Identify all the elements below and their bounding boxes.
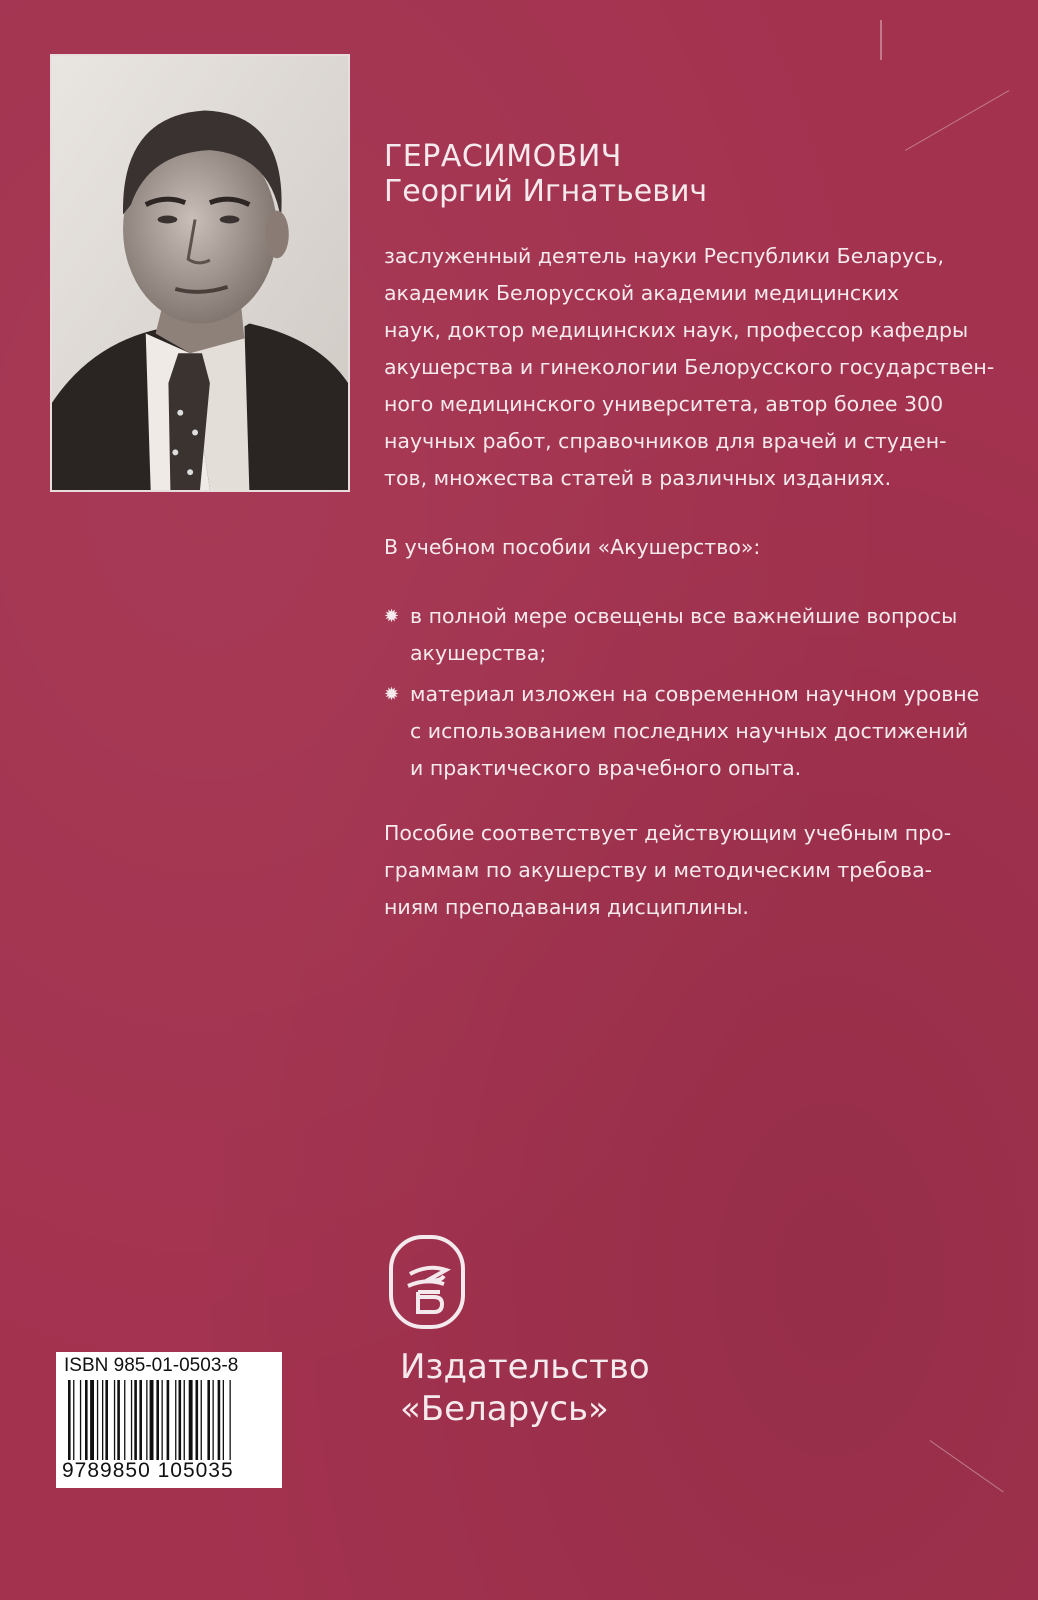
barcode-bar — [139, 1380, 142, 1460]
author-description — [384, 238, 1014, 497]
bullet-line: в полной мере освещены все важнейшие вопросы — [410, 604, 958, 628]
book-intro: В учебном пособии «Акушерство»: — [384, 535, 761, 559]
barcode-bar — [97, 1380, 98, 1460]
description-line: академик Белорусской академии медицинских — [384, 281, 900, 305]
author-photo — [50, 54, 350, 492]
barcode-bar — [167, 1380, 170, 1460]
barcode-bar — [218, 1380, 221, 1460]
description-line: акушерства и гинекологии Белорусского государствен- — [384, 355, 995, 379]
barcode-bar — [230, 1380, 231, 1460]
bullet-line: с использованием последних научных достижений — [410, 719, 969, 743]
barcode-bar — [105, 1380, 108, 1460]
asterisk-bullet-icon: ✹ — [384, 606, 400, 627]
note-line: граммам по акушерству и методическим требова- — [384, 858, 933, 882]
curriculum-note — [384, 815, 1014, 926]
isbn-number: ISBN 985-01-0503-8 — [64, 1355, 239, 1376]
bullet-line: акушерства; — [410, 641, 547, 665]
bullet-line: и практического врачебного опыта. — [410, 756, 802, 780]
asterisk-bullet-icon: ✹ — [384, 684, 400, 705]
barcode-bar — [223, 1380, 224, 1460]
barcode-bars — [68, 1380, 272, 1460]
list-item — [384, 598, 1024, 672]
barcode-bar — [90, 1380, 94, 1460]
barcode-bar — [213, 1380, 214, 1460]
barcode-bar — [150, 1380, 154, 1460]
barcode-bar — [196, 1380, 199, 1460]
author-name: Георгий Игнатьевич — [384, 174, 708, 209]
scratch-mark — [929, 1440, 1003, 1492]
barcode-bar — [156, 1380, 159, 1460]
portrait-illustration — [52, 56, 348, 490]
scratch-mark — [880, 20, 882, 60]
barcode-bar — [146, 1380, 147, 1460]
barcode-bar — [117, 1380, 120, 1460]
author-surname: ГЕРАСИМОВИЧ — [384, 139, 622, 174]
publisher-logo-icon — [388, 1234, 466, 1330]
ean-number: 9789850 105035 — [62, 1459, 234, 1482]
description-line: тов, множества статей в различных изданиях. — [384, 466, 892, 490]
barcode-bar — [131, 1380, 132, 1460]
barcode-bar — [184, 1380, 185, 1460]
description-line: ного медицинского университета, автор более 300 — [384, 392, 944, 416]
barcode-bar — [175, 1380, 176, 1460]
barcode-bar — [73, 1380, 74, 1460]
barcode-bar — [179, 1380, 182, 1460]
publisher-name — [400, 1346, 650, 1430]
barcode-bar — [134, 1380, 137, 1460]
publisher-line: «Беларусь» — [400, 1389, 609, 1429]
barcode-bar — [189, 1380, 193, 1460]
publisher-line: Издательство — [400, 1347, 650, 1387]
description-line: научных работ, справочников для врачей и студен- — [384, 429, 947, 453]
barcode-bar — [102, 1380, 103, 1460]
description-line: заслуженный деятель науки Республики Беларусь, — [384, 244, 944, 268]
note-line: Пособие соответствует действующим учебным про- — [384, 821, 952, 845]
barcode-bar — [201, 1380, 202, 1460]
bullet-line: материал изложен на современном научном уровне — [410, 682, 980, 706]
barcode-bar — [162, 1380, 163, 1460]
barcode-bar — [68, 1380, 71, 1460]
barcode-bar — [114, 1380, 115, 1460]
author-bio — [384, 140, 1014, 497]
book-features-list — [384, 598, 1024, 791]
note-line: ниям преподавания дисциплины. — [384, 895, 749, 919]
description-line: наук, доктор медицинских наук, профессор кафедры — [384, 318, 969, 342]
barcode-bar — [85, 1380, 88, 1460]
list-item — [384, 676, 1024, 787]
barcode-bar — [207, 1380, 210, 1460]
barcode-bar — [80, 1380, 81, 1460]
isbn-barcode — [56, 1352, 282, 1488]
barcode-bar — [124, 1380, 125, 1460]
